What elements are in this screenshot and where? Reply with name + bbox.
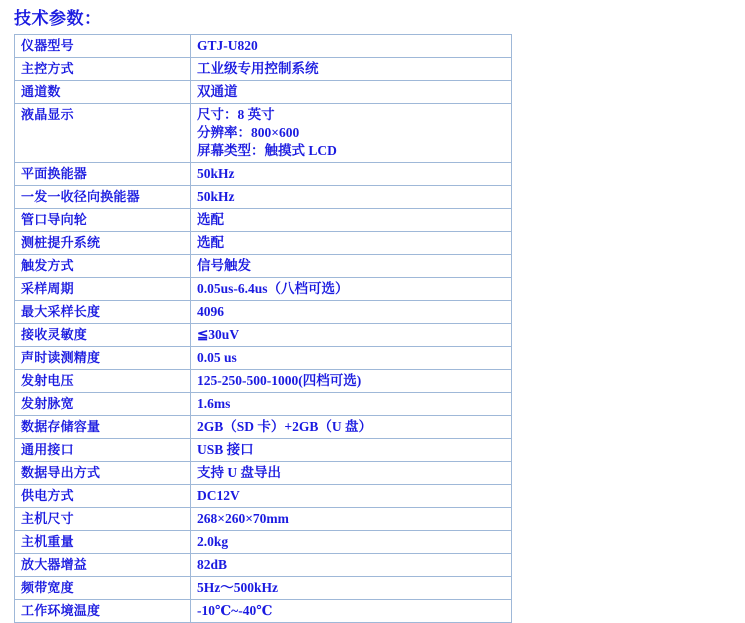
row-value-line: 尺寸：8 英寸	[197, 107, 275, 122]
table-row	[15, 347, 512, 370]
row-value	[191, 81, 512, 104]
row-label: 最大采样长度	[15, 301, 191, 324]
row-label: 管口导向轮	[15, 209, 191, 232]
row-label: 主控方式	[15, 58, 191, 81]
row-value	[191, 35, 512, 58]
table-row	[15, 324, 512, 347]
row-value-line: 屏幕类型：触摸式 LCD	[197, 143, 337, 158]
table-row	[15, 186, 512, 209]
row-value-line: 分辨率：800×600	[197, 125, 300, 140]
row-value	[191, 554, 512, 577]
row-value	[191, 301, 512, 324]
row-label: 测桩提升系统	[15, 232, 191, 255]
row-value-line: 2GB（SD 卡）+2GB（U 盘）	[197, 419, 372, 434]
row-value-line: 4096	[197, 304, 224, 319]
row-value	[191, 209, 512, 232]
row-value	[191, 393, 512, 416]
row-value-line: 1.6ms	[197, 396, 231, 411]
row-label: 数据导出方式	[15, 462, 191, 485]
row-value	[191, 416, 512, 439]
row-value	[191, 347, 512, 370]
row-value	[191, 278, 512, 301]
table-row	[15, 508, 512, 531]
table-row	[15, 485, 512, 508]
row-label: 工作环境温度	[15, 600, 191, 623]
table-row	[15, 393, 512, 416]
row-label: 频带宽度	[15, 577, 191, 600]
row-label: 发射脉宽	[15, 393, 191, 416]
table-row	[15, 416, 512, 439]
row-label: 通用接口	[15, 439, 191, 462]
table-row	[15, 301, 512, 324]
row-label: 发射电压	[15, 370, 191, 393]
row-label: 液晶显示	[15, 104, 191, 163]
row-label: 供电方式	[15, 485, 191, 508]
row-label: 仪器型号	[15, 35, 191, 58]
row-value	[191, 324, 512, 347]
page-title: 技术参数：	[14, 9, 102, 28]
table-row	[15, 439, 512, 462]
row-value	[191, 255, 512, 278]
row-value	[191, 163, 512, 186]
row-value-line: 信号触发	[197, 258, 251, 273]
row-value	[191, 485, 512, 508]
table-row	[15, 278, 512, 301]
row-value-line: 工业级专用控制系统	[197, 61, 319, 76]
row-value-line: USB 接口	[197, 442, 254, 457]
row-value-line: -10℃~-40℃	[197, 603, 273, 618]
table-row	[15, 232, 512, 255]
table-row	[15, 104, 512, 163]
row-value	[191, 186, 512, 209]
row-label: 数据存储容量	[15, 416, 191, 439]
row-value	[191, 508, 512, 531]
table-row	[15, 462, 512, 485]
row-value	[191, 232, 512, 255]
row-label: 一发一收径向换能器	[15, 186, 191, 209]
table-row	[15, 554, 512, 577]
row-value	[191, 531, 512, 554]
table-row	[15, 255, 512, 278]
row-label: 主机重量	[15, 531, 191, 554]
table-body	[15, 35, 512, 623]
row-value	[191, 577, 512, 600]
row-value-line: 选配	[197, 235, 224, 250]
row-value-line: 双通道	[197, 84, 238, 99]
row-value-line: 125-250-500-1000(四档可选)	[197, 373, 362, 388]
row-label: 声时读测精度	[15, 347, 191, 370]
row-value	[191, 104, 512, 163]
row-value-line: 2.0kg	[197, 534, 229, 549]
row-label: 放大器增益	[15, 554, 191, 577]
row-value	[191, 439, 512, 462]
table-row	[15, 370, 512, 393]
row-value-line: DC12V	[197, 488, 240, 503]
table-row	[15, 531, 512, 554]
row-value-line: ≦30uV	[197, 327, 240, 342]
table-row	[15, 58, 512, 81]
row-label: 接收灵敏度	[15, 324, 191, 347]
row-value-line: 0.05 us	[197, 350, 237, 365]
row-value-line: 82dB	[197, 557, 228, 572]
table-row	[15, 600, 512, 623]
row-value	[191, 370, 512, 393]
row-value-line: 268×260×70mm	[197, 511, 289, 526]
table-row	[15, 209, 512, 232]
row-value-line: 选配	[197, 212, 224, 227]
row-value-line: 50kHz	[197, 189, 235, 204]
row-value-line: GTJ-U820	[197, 38, 258, 53]
row-label: 通道数	[15, 81, 191, 104]
row-value	[191, 600, 512, 623]
row-value	[191, 58, 512, 81]
table-row	[15, 81, 512, 104]
row-value	[191, 462, 512, 485]
row-value-line: 0.05us-6.4us（八档可选）	[197, 281, 349, 296]
table-row	[15, 577, 512, 600]
table-row	[15, 163, 512, 186]
row-value-line: 50kHz	[197, 166, 235, 181]
row-value-line: 支持 U 盘导出	[197, 465, 281, 480]
row-value-line: 5Hz～500kHz	[197, 580, 278, 595]
row-label: 平面换能器	[15, 163, 191, 186]
specifications-table	[14, 34, 512, 623]
table-row	[15, 35, 512, 58]
row-label: 主机尺寸	[15, 508, 191, 531]
row-label: 采样周期	[15, 278, 191, 301]
row-label: 触发方式	[15, 255, 191, 278]
